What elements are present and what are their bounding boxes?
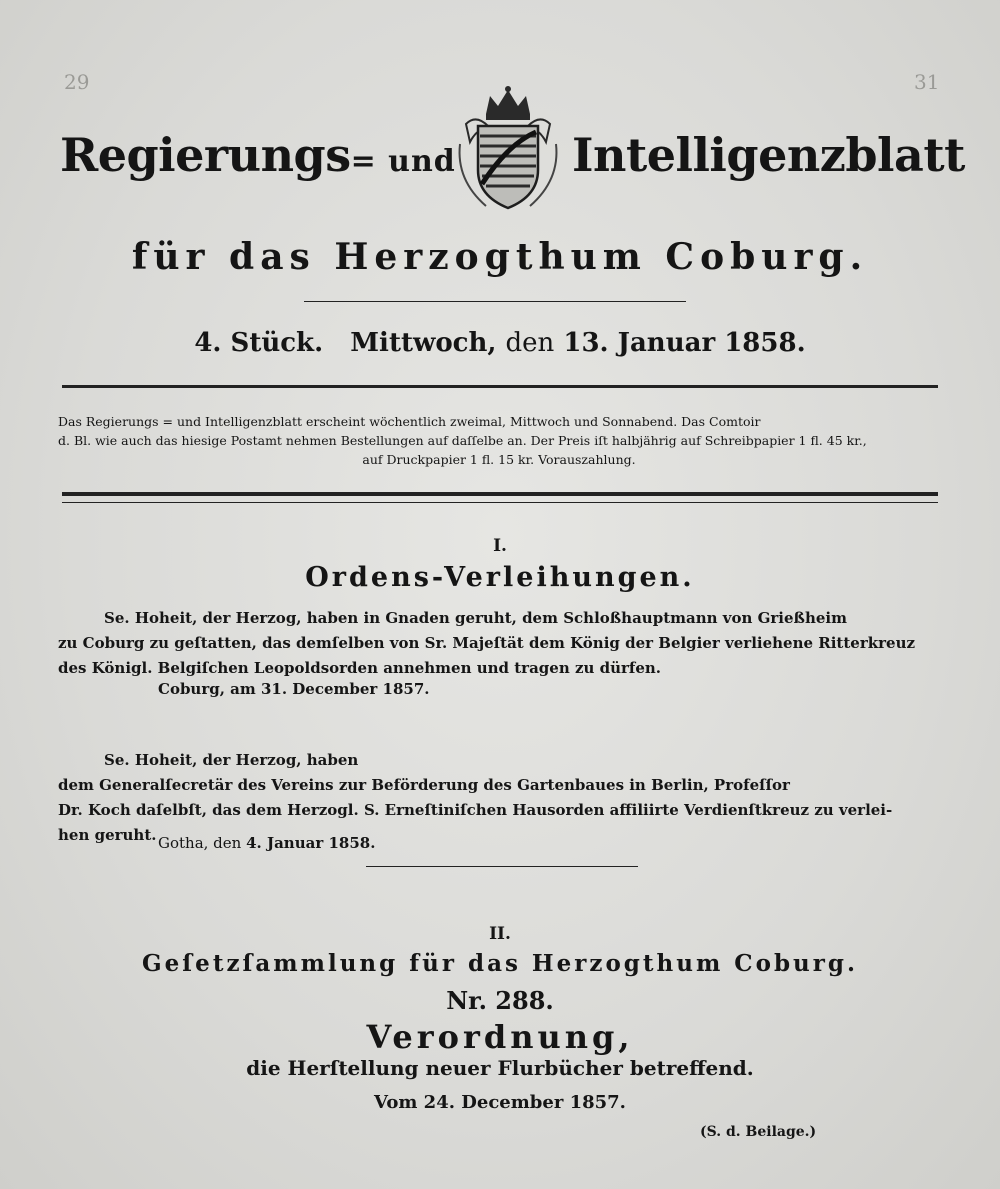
section-2-number: II. xyxy=(489,924,511,944)
divider-thick-mid xyxy=(62,492,938,496)
paragraph-line: Se. Hoheit, der Herzog, haben in Gnaden geruht, dem Schloßhauptmann von Grießheim xyxy=(104,609,847,627)
paragraph-line: des Königl. Belgiſchen Leopoldsorden annehmen und tragen zu dürfen. xyxy=(58,659,662,677)
divider-thin-mid xyxy=(62,502,938,503)
masthead-left xyxy=(60,128,456,182)
masthead-right-title: Intelligenzblatt xyxy=(572,128,965,182)
issue-den: den xyxy=(505,328,555,358)
section-1-paragraph-1 xyxy=(58,606,942,681)
ordinance-date: Vom 24. December 1857. xyxy=(374,1092,626,1113)
notice-line-1: Das Regierungs = und Intelligenzblatt erscheint wöchentlich zweimal, Mittwoch und Sonnabend. Das Comtoir xyxy=(58,414,761,429)
subscription-notice xyxy=(58,412,940,469)
divider-thick-top xyxy=(62,385,938,388)
ordinance-heading: Verordnung, xyxy=(366,1018,634,1056)
supplement-note: (S. d. Beilage.) xyxy=(700,1124,817,1140)
ordinance-subtitle: die Herſtellung neuer Flurbücher betreffend. xyxy=(246,1056,754,1080)
place-date-gotha xyxy=(158,834,375,852)
issue-weekday: Mittwoch, xyxy=(350,328,497,358)
section-2-title: Geſetzſammlung für das Herzogthum Coburg. xyxy=(142,950,858,977)
paragraph-line: Dr. Koch daſelbſt, das dem Herzogl. S. Erneſtiniſchen Hausorden affiliirte Verdienſtkreuz zu verlei- xyxy=(58,801,893,819)
masthead-left-title: Regierungs xyxy=(60,128,351,182)
issue-line xyxy=(0,328,1000,358)
divider-short xyxy=(304,301,686,302)
masthead-connector: = und xyxy=(350,144,456,179)
paragraph-line: zu Coburg zu geſtatten, das demſelben von Sr. Majeſtät dem König der Belgier verliehene Ritterkreuz xyxy=(58,634,915,652)
section-1-title: Ordens-Verleihungen. xyxy=(305,562,695,593)
place-gotha-date: 4. Januar 1858. xyxy=(246,834,376,852)
masthead-subtitle: für das Herzogthum Coburg. xyxy=(131,236,869,278)
coat-of-arms-icon xyxy=(446,84,570,214)
section-1-number: I. xyxy=(493,536,507,556)
notice-line-2: d. Bl. wie auch das hiesige Postamt nehmen Bestellungen auf daſſelbe an. Der Preis iſt halbjährig auf Schreibpapier 1 fl. 45 kr., xyxy=(58,433,867,448)
divider-thin-low xyxy=(366,866,638,867)
section-1-paragraph-2 xyxy=(58,748,942,848)
page-number-right: 31 xyxy=(914,70,940,94)
page-number-left: 29 xyxy=(64,70,90,94)
issue-date: 13. Januar 1858. xyxy=(563,328,806,358)
paragraph-line: Se. Hoheit, der Herzog, haben xyxy=(104,751,359,769)
paragraph-line: dem Generalſecretär des Vereins zur Beförderung des Gartenbaues in Berlin, Profeſſor xyxy=(58,776,790,794)
place-gotha-prefix: Gotha, den xyxy=(158,834,247,852)
law-number: Nr. 288. xyxy=(446,986,554,1015)
issue-number: 4. Stück. xyxy=(194,328,324,358)
notice-line-3: auf Druckpapier 1 fl. 15 kr. Vorauszahlung. xyxy=(362,452,636,467)
place-date-coburg: Coburg, am 31. December 1857. xyxy=(158,680,430,698)
paragraph-line: hen geruht. xyxy=(58,826,157,844)
